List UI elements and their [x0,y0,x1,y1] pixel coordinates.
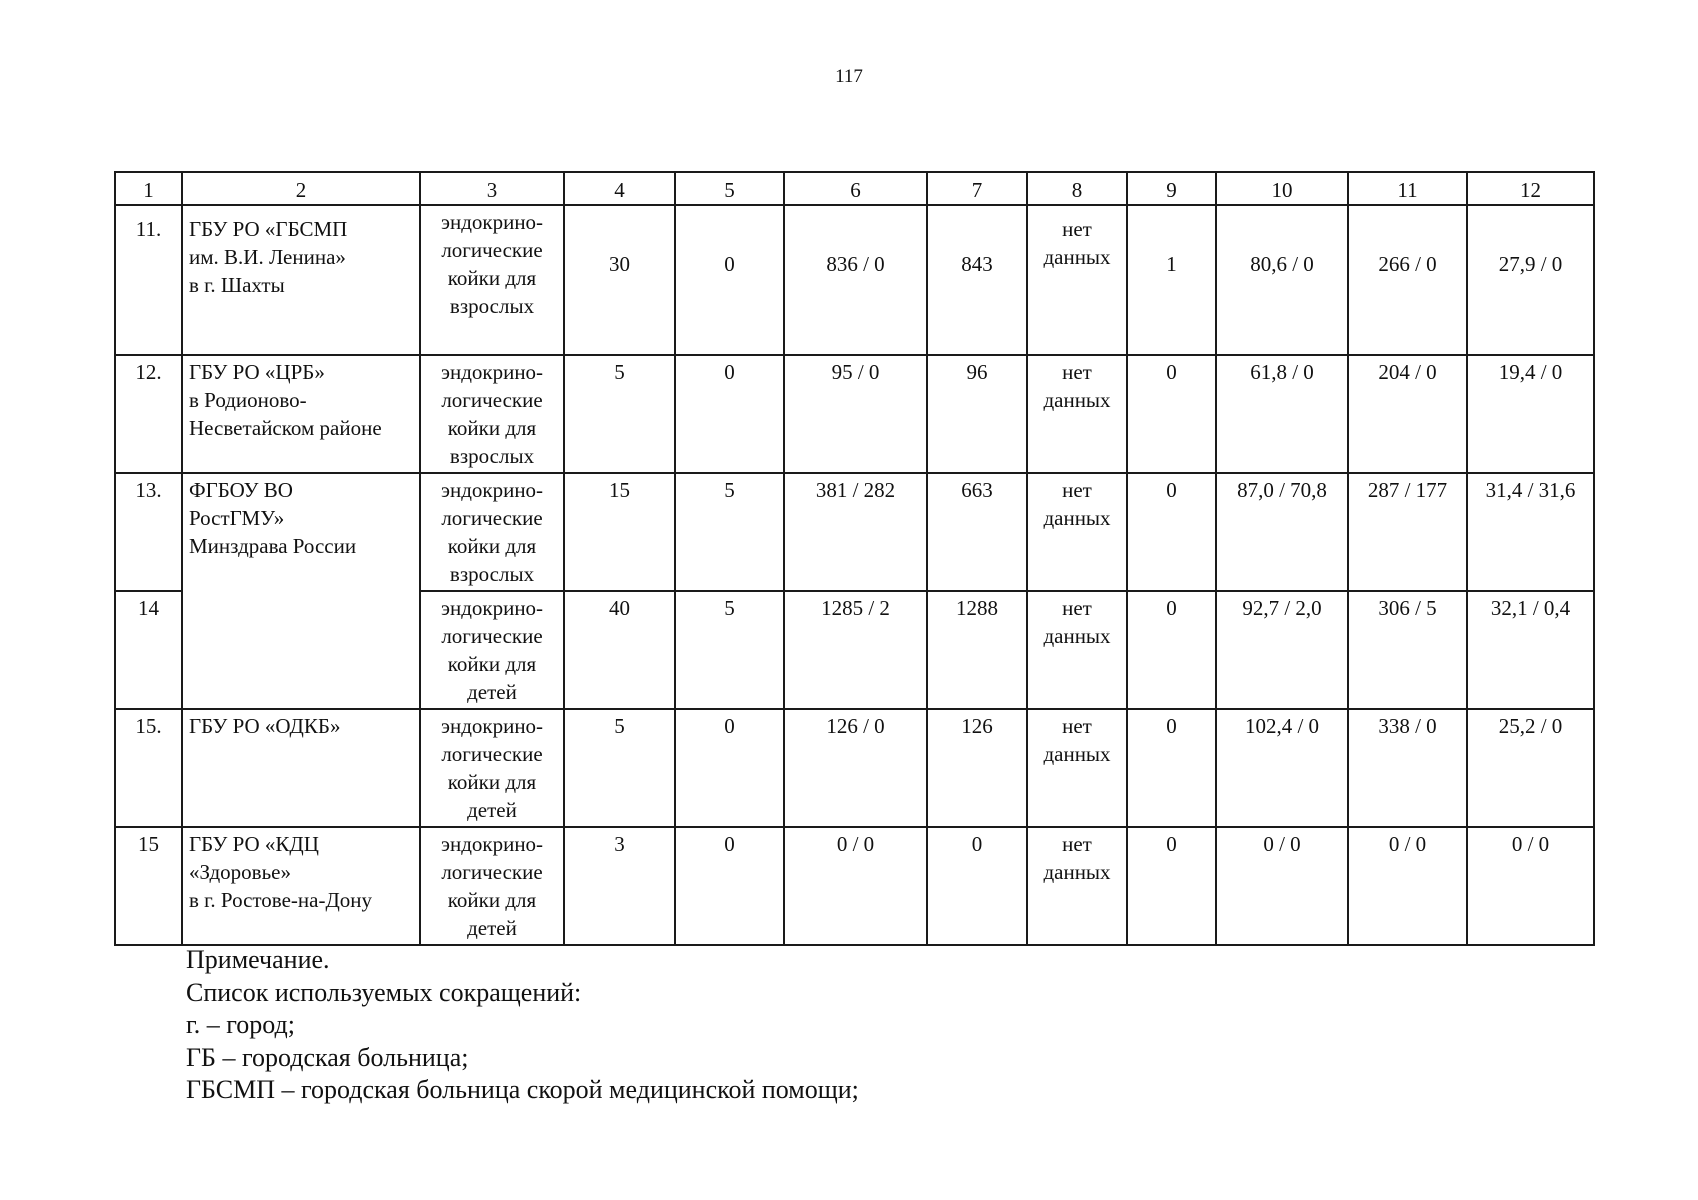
value-cell: 5 [675,591,784,709]
header-cell: 3 [420,172,564,205]
notes-section [186,944,859,1107]
org-line: ГБУ РО «ЦРБ» [189,360,325,384]
value-cell: 32,1 / 0,4 [1467,591,1594,709]
value-cell: 0 [1127,355,1216,473]
abbreviation-item: ГБСМП – городская больница скорой медицинской помощи; [186,1075,859,1104]
value-line: данных [1043,506,1111,530]
bed-type-line: логические [441,860,543,884]
header-cell: 12 [1467,172,1594,205]
value-cell: 15 [564,473,675,591]
value-cell: 61,8 / 0 [1216,355,1348,473]
row-number-cell: 15. [115,709,182,827]
value-cell: 27,9 / 0 [1467,205,1594,355]
value-cell: 338 / 0 [1348,709,1467,827]
value-cell: 0 [1127,827,1216,945]
header-cell: 4 [564,172,675,205]
organization-cell [182,827,420,945]
value-cell: 5 [564,355,675,473]
value-cell [1027,709,1127,827]
table-row [115,709,1594,827]
value-cell: 92,7 / 2,0 [1216,591,1348,709]
value-line: нет [1062,714,1092,738]
row-number-cell: 14 [115,591,182,709]
org-line: им. В.И. Ленина» [189,245,346,269]
value-cell: 663 [927,473,1027,591]
bed-type-line: взрослых [449,562,535,586]
table-row [115,355,1594,473]
org-line: Несветайском районе [189,416,382,440]
bed-type-line: детей [467,680,517,704]
value-line: нет [1062,596,1092,620]
bed-type-line: взрослых [449,294,535,318]
header-cell: 9 [1127,172,1216,205]
value-cell: 0 [1127,473,1216,591]
value-line: данных [1043,624,1111,648]
org-line: ФГБОУ ВО [189,478,293,502]
bed-type-line: логические [441,742,543,766]
header-cell: 7 [927,172,1027,205]
value-cell: 96 [927,355,1027,473]
value-line: данных [1043,742,1111,766]
notes-title: Примечание. [186,945,330,974]
value-cell: 381 / 282 [784,473,927,591]
bed-type-line: детей [467,916,517,940]
org-line: «Здоровье» [189,860,291,884]
header-cell: 8 [1027,172,1127,205]
value-cell: 80,6 / 0 [1216,205,1348,355]
value-cell: 306 / 5 [1348,591,1467,709]
value-line: нет [1062,478,1092,502]
value-cell: 0 / 0 [1348,827,1467,945]
value-cell: 0 / 0 [1216,827,1348,945]
org-line: ГБУ РО «ОДКБ» [189,714,341,738]
bed-type-cell [420,473,564,591]
bed-type-cell [420,355,564,473]
page-number: 117 [835,66,863,87]
value-cell [1027,355,1127,473]
value-cell: 5 [564,709,675,827]
org-line: в Родионово- [189,388,307,412]
value-cell: 126 / 0 [784,709,927,827]
bed-type-cell [420,827,564,945]
header-cell: 10 [1216,172,1348,205]
value-line: нет [1062,832,1092,856]
bed-type-line: койки для [447,266,537,290]
notes-intro: Список используемых сокращений: [186,977,582,1007]
bed-type-line: логические [441,238,543,262]
value-cell: 1288 [927,591,1027,709]
bed-type-line: взрослых [449,444,535,468]
value-cell: 1285 / 2 [784,591,927,709]
org-line: РостГМУ» [189,506,285,530]
value-cell: 266 / 0 [1348,205,1467,355]
bed-type-cell [420,205,564,355]
bed-type-line: койки для [447,652,537,676]
header-cell: 5 [675,172,784,205]
abbreviation-item: г. – город; [186,1010,295,1039]
organization-cell [182,355,420,473]
header-cell: 11 [1348,172,1467,205]
header-cell: 1 [115,172,182,205]
data-table [114,171,1595,946]
value-cell: 0 / 0 [1467,827,1594,945]
abbreviation-item: ГБ – городская больница; [186,1042,469,1072]
value-cell: 0 [927,827,1027,945]
bed-type-line: койки для [447,770,537,794]
value-cell: 204 / 0 [1348,355,1467,473]
value-cell: 3 [564,827,675,945]
org-line: Минздрава России [189,534,357,558]
value-cell [1027,591,1127,709]
value-cell: 0 [675,709,784,827]
bed-type-line: эндокрино- [440,360,544,384]
bed-type-line: койки для [447,534,537,558]
value-cell: 0 [1127,709,1216,827]
bed-type-line: эндокрино- [440,596,544,620]
table-row [115,473,1594,591]
value-cell: 25,2 / 0 [1467,709,1594,827]
bed-type-line: эндокрино- [440,478,544,502]
value-line: данных [1043,860,1111,884]
value-cell: 0 [675,355,784,473]
table-header-row [115,172,1594,205]
bed-type-line: детей [467,798,517,822]
value-cell: 287 / 177 [1348,473,1467,591]
value-cell [1027,473,1127,591]
header-cell: 2 [182,172,420,205]
org-line: в г. Шахты [189,273,285,297]
organization-cell [182,709,420,827]
value-cell: 836 / 0 [784,205,927,355]
org-line: ГБУ РО «ГБСМП [189,217,348,241]
value-cell: 19,4 / 0 [1467,355,1594,473]
bed-type-line: эндокрино- [440,714,544,738]
value-cell: 1 [1127,205,1216,355]
value-cell: 95 / 0 [784,355,927,473]
bed-type-line: койки для [447,888,537,912]
bed-type-line: логические [441,506,543,530]
bed-type-line: эндокрино- [440,210,544,234]
value-cell: 0 / 0 [784,827,927,945]
bed-type-cell [420,709,564,827]
value-cell: 843 [927,205,1027,355]
table-row [115,827,1594,945]
bed-type-line: логические [441,388,543,412]
row-number-cell: 11. [115,205,182,355]
bed-type-cell [420,591,564,709]
organization-cell [182,205,420,355]
value-line: нет [1062,360,1092,384]
row-number-cell: 12. [115,355,182,473]
value-cell [1027,827,1127,945]
row-number-cell: 15 [115,827,182,945]
bed-type-line: койки для [447,416,537,440]
value-cell: 102,4 / 0 [1216,709,1348,827]
value-cell: 126 [927,709,1027,827]
org-line: в г. Ростове-на-Дону [189,888,373,912]
value-cell: 0 [675,205,784,355]
value-cell: 31,4 / 31,6 [1467,473,1594,591]
value-cell: 0 [675,827,784,945]
row-number-cell: 13. [115,473,182,591]
value-cell: 40 [564,591,675,709]
value-cell: 0 [1127,591,1216,709]
bed-type-line: эндокрино- [440,832,544,856]
value-cell [1027,205,1127,355]
header-cell: 6 [784,172,927,205]
bed-type-line: логические [441,624,543,648]
org-line: ГБУ РО «КДЦ [189,832,319,856]
table-row [115,205,1594,355]
organization-cell [182,473,420,709]
value-line: данных [1043,388,1111,412]
value-cell: 30 [564,205,675,355]
value-cell: 87,0 / 70,8 [1216,473,1348,591]
value-line: данных [1043,245,1111,269]
value-line: нет [1062,217,1092,241]
value-cell: 5 [675,473,784,591]
